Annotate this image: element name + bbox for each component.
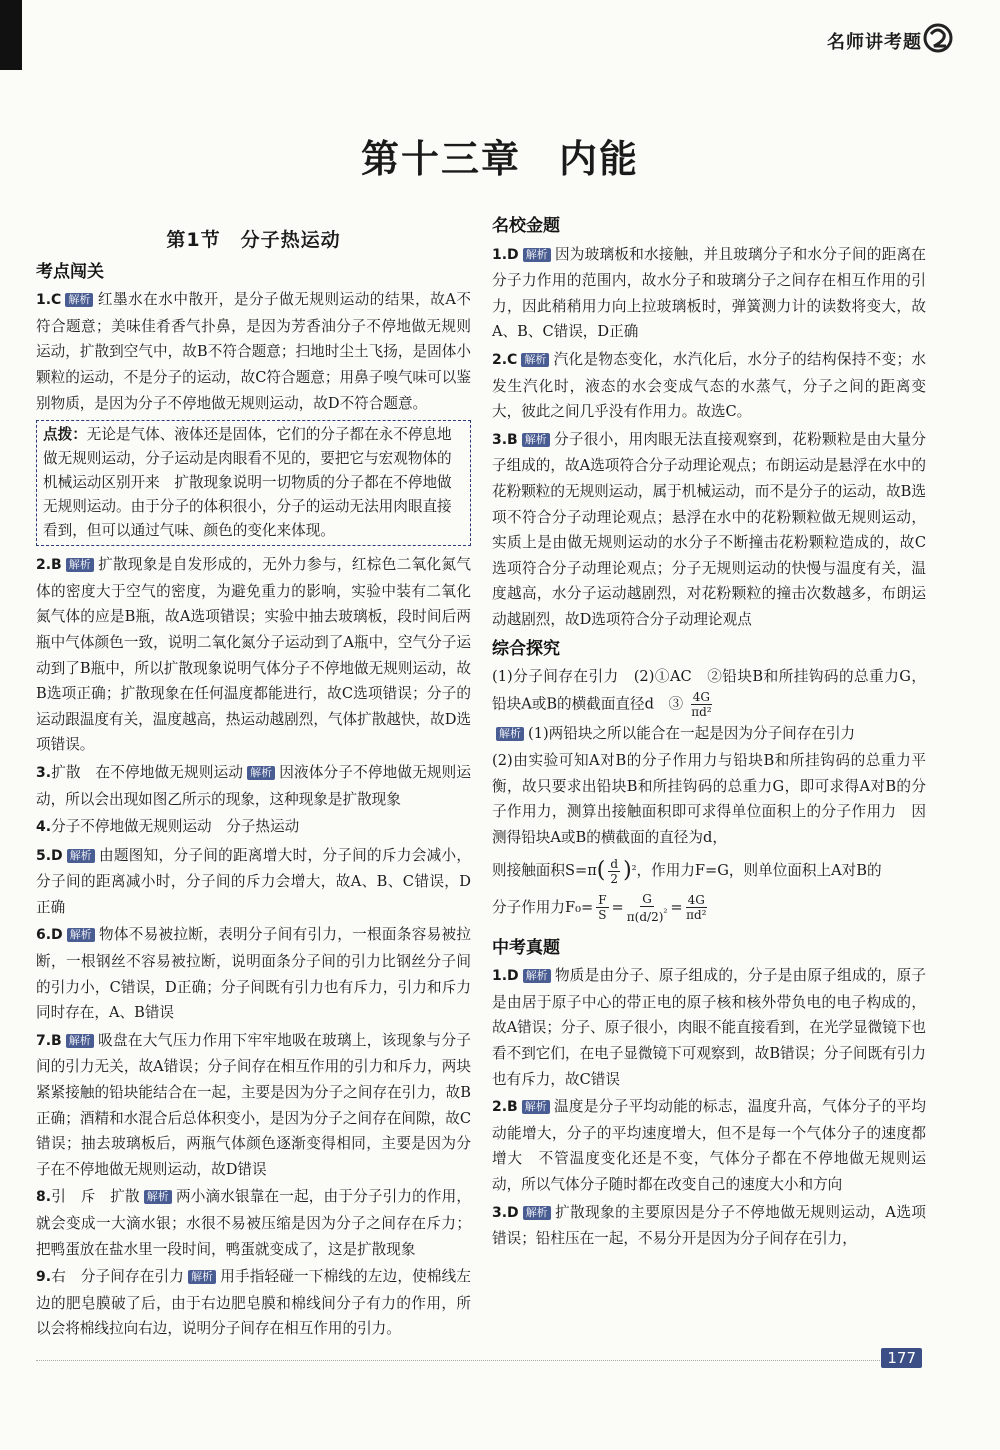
right-heading-explore: 综合探究 (492, 638, 560, 659)
frac-top: G (642, 891, 652, 906)
item-number: 3.B (492, 431, 518, 448)
analysis-tag: 解析 (67, 849, 95, 863)
item-text: 物质是由分子、原子组成的，分子是由原子组成的，原子是由居于原子中心的带正电的原子核和核外带负电的电子构成的，故A错误；分子、原子很小，肉眼不能直接看到，在光学显微镜下也看不到它们，在电子显微镜下可观察到，故B错误；分子间既有引力也有斥力，故C错误 (492, 967, 926, 1088)
frac-top: F (598, 893, 607, 908)
pi-symbol: π (587, 862, 597, 880)
left-column (36, 220, 471, 1344)
answer-item (36, 1184, 471, 1262)
force-formula (492, 892, 926, 924)
item-text: 分子很小，用肉眼无法直接观察到，花粉颗粒是由大量分子组成的，故A选项符合分子动理论观点；布朗运动是悬浮在水中的花粉颗粒的无规则运动，属于机械运动，而不是分子的运动，故B选项不符合分子动理论观点；悬浮在水中的花粉颗粒做无规则运动，实质上是由做无规则运动的水分子不断撞击花粉颗粒造成的，故C选项符合分子动理论观点；分子无规则运动的快慢与温度有关，温度越高，水分子运动越剧烈，对花粉颗粒的撞击次数越多，布朗运动越剧烈，故D选项符合分子动理论观点 (492, 430, 926, 628)
item-number: 5.D (36, 847, 63, 864)
tip-text: 无论是气体、液体还是固体，它们的分子都在永不停息地做无规则运动，分子运动是肉眼看不见的，要把它与宏观物体的机械运动区别开来 扩散现象说明一切物质的分子都在不停地做无规则运动。由于分子的体积很小，分子的运动无法用肉眼直接看到，但可以通过气味、颜色的变化来体现。 (43, 426, 452, 540)
item-number: 2.B (492, 1099, 518, 1116)
frac-bottom: 2 (610, 871, 619, 886)
page-number: 177 (881, 1348, 922, 1368)
tip-box (36, 420, 471, 546)
item-text: 两小滴水银靠在一起，由于分子引力的作用，就会变成一大滴水银；水很不易被压缩是因为分子之间存在斥力；把鸭蛋放在盐水里一段时间，鸭蛋就变成了，这是扩散现象 (36, 1188, 471, 1258)
item-number: 3. (36, 764, 52, 781)
series-logo-icon (922, 22, 954, 54)
analysis-tag: 解析 (144, 1190, 172, 1204)
item-number: 3.D (492, 1204, 519, 1221)
explore-answer (492, 664, 926, 719)
explore-line1: (1)分子间存在引力 (2)①AC ②铅块B和所挂钩码的总重力G，铅块A或B的横截面直径d ③ (492, 668, 926, 713)
frac-bottom: πd² (691, 704, 712, 719)
analysis-tag: 解析 (522, 1100, 550, 1114)
answer-item (36, 1264, 471, 1342)
d-over-2 (608, 857, 620, 886)
answer-item (36, 287, 471, 416)
page-edge-tab (0, 0, 22, 70)
analysis-tag: 解析 (65, 293, 93, 307)
answer-item (492, 963, 926, 1092)
square: ² (663, 907, 668, 919)
item-text: 因为玻璃板和水接触，并且玻璃分子和水分子间的距离在分子力作用的范围内，故水分子和玻璃分子之间存在相互作用的引力，因此稍稍用力向上拉玻璃板时，弹簧测力计的读数将变大，故A、B、C错误，D正确 (492, 245, 926, 341)
pi-symbol: π (626, 909, 635, 924)
item-text: 温度是分子平均动能的标志，温度升高，气体分子的平均动能增大，分子的平均速度增大，但不是每一个气体分子的速度都增大 不管温度变化还是不变，气体分子都在不停地做无规则运动，所以气体分子随时都在改变自己的速度大小和方向 (492, 1098, 926, 1193)
item-number: 9. (36, 1269, 52, 1286)
item-answer: 右 分子间存在引力 (51, 1268, 185, 1286)
answer-item (492, 1200, 926, 1252)
answer-item (36, 814, 471, 841)
frac-bottom: πd² (686, 908, 707, 923)
equals: = (611, 898, 624, 916)
analysis-tag: 解析 (188, 1270, 216, 1284)
explore-a1: (1)两铅块之所以能合在一起是因为分子间存在引力 (528, 724, 856, 742)
analysis-tag: 解析 (523, 248, 551, 262)
explore-a2: (2)由实验可知A对B的分子作用力与铅块B和所挂钩码的总重力平衡，故只要求出铅块B和所挂钩码的总重力G，即可求得A对B的分子作用力，测算出接触面积即可求得单位面积上的分子作用力 因测得铅块A或B的横截面的直径为d， (492, 752, 926, 847)
paren-close: ) (623, 858, 632, 884)
item-answer: 扩散 在不停地做无规则运动 (51, 763, 244, 781)
frac-bottom: $\pi(d/2)^{^2}$ (626, 907, 668, 924)
explore-analysis (492, 721, 926, 747)
item-number: 2.B (36, 557, 62, 574)
item-number: 4. (36, 819, 52, 836)
analysis-tag: 解析 (66, 1034, 94, 1048)
item-text: 因液体分子不停地做无规则运动，所以会出现如图乙所示的现象，这种现象是扩散现象 (36, 763, 471, 808)
equals: = (670, 898, 683, 916)
item-number: 2.C (492, 351, 518, 368)
item-text: 由题图知，分子间的距离增大时，分子间的斥力会减小，分子间的距离减小时，分子间的斥力会增大，故A、B、C错误，D正确 (36, 846, 471, 916)
chapter-number: 第十三章 (360, 137, 521, 181)
item-number: 1.D (492, 968, 519, 985)
item-answer: 分子不停地做无规则运动 分子热运动 (51, 818, 300, 836)
tip-label: 点拨： (43, 426, 87, 444)
item-text: 扩散现象的主要原因是分子不停地做无规则运动，A选项错误；铅柱压在一起，不易分开是因为分子间存在引力， (492, 1203, 926, 1248)
right-heading-exam: 中考真题 (492, 937, 560, 958)
chapter-name: 内能 (559, 137, 640, 181)
item-text: 汽化是物态变化，水汽化后，水分子的结构保持不变；水发生汽化时，液态的水会变成气态的水蒸气，分子之间的距离变大，彼此之间几乎没有作用力。故选C。 (492, 350, 926, 421)
frac-top: 4G (692, 689, 711, 704)
answer-item (36, 552, 471, 758)
answer-item (36, 760, 471, 812)
item-number: 1.D (492, 246, 519, 263)
explore-a2-block (492, 748, 926, 850)
frac-bottom: S (598, 908, 607, 923)
d-symbol: d (639, 909, 648, 924)
item-number: 8. (36, 1189, 52, 1206)
item-text: 吸盘在大气压力作用下牢牢地吸在玻璃上，该现象与分子间的引力无关，故A错误；分子间存在相互作用的引力和斥力，两块紧紧接触的铅块能结合在一起，主要是因为分子之间存在引力，故B正确；酒精和水混合后总体积变小，是因为分子之间存在间隙，故C错误；抽去玻璃板后，两瓶气体颜色逐渐变得相同，主要是因为分子在不停地做无规则运动，故D错误 (36, 1031, 471, 1178)
answer-item (36, 1028, 471, 1183)
answer-item (36, 843, 471, 921)
item-number: 1.C (36, 292, 62, 309)
frac-top: d (610, 856, 619, 871)
right-heading-elite: 名校金题 (492, 216, 560, 236)
analysis-tag: 解析 (496, 727, 524, 741)
section-title: 第1节 分子热运动 (166, 229, 341, 251)
answer-item (492, 427, 926, 633)
analysis-tag: 解析 (247, 766, 275, 780)
area-post: ，作用力F=G，则单位面积上A对B的 (636, 862, 882, 880)
item-text: 物体不易被拉断，表明分子间有引力，一根面条容易被拉断，一根钢丝不容易被拉断，说明面条分子间的引力比钢丝分子间的引力小，C错误，D正确；分子间既有引力也有斥力，引力和斥力同时存在，A、B错误 (36, 926, 471, 1022)
item-number: 7.B (36, 1032, 62, 1049)
analysis-tag: 解析 (67, 928, 95, 942)
item-answer: 引 斥 扩散 (51, 1188, 140, 1206)
analysis-tag: 解析 (523, 1206, 551, 1220)
frac-top: 4G (687, 893, 705, 908)
analysis-tag: 解析 (66, 558, 94, 572)
item-text: 红墨水在水中散开，是分子做无规则运动的结果，故A不符合题意；美味佳肴香气扑鼻，是因为芳香油分子不停地做无规则运动，扩散到空气中，故B不符合题意；扫地时尘土飞扬，是固体小颗粒的运动，不是分子的运动，故C符合题意；用鼻子嗅气味可以鉴别物质，是因为分子不停地做无规则运动，故D不符合题意。 (36, 291, 471, 412)
footer-divider (36, 1360, 890, 1361)
G-over-area (627, 892, 668, 924)
area-pre: 则接触面积S= (492, 862, 588, 880)
analysis-tag: 解析 (523, 969, 551, 983)
item-text: 扩散现象是自发形成的，无外力参与，红棕色二氧化氮气体的密度大于空气的密度，为避免重力的影响，实验中装有二氧化氮气体的应是B瓶，故A选项错误；实验中抽去玻璃板，段时间后两瓶中气体颜色一致，说明二氧化氮分子运动到了A瓶中，空气分子运动到了B瓶中，所以扩散现象说明气体分子不停地做无规则运动，故B选项正确；扩散现象在任何温度都能进行，故C选项错误；分子的运动跟温度有关，温度越高，热运动越剧烈，气体扩散越快，故D选项错误。 (36, 556, 471, 754)
fraction-4G-over-pid2 (686, 893, 707, 922)
item-number: 6.D (36, 927, 63, 944)
area-formula (492, 857, 926, 886)
right-column (492, 214, 926, 1254)
series-title: 名师讲考题 (827, 32, 922, 53)
square: ² (631, 863, 637, 878)
answer-item (36, 922, 471, 1025)
answer-item (492, 347, 926, 425)
item-text: 用手指轻碰一下棉线的左边，使棉线左边的肥皂膜破了后，由于右边肥皂膜和棉线间分子有力的作用，所以会将棉线拉向右边，说明分子间存在相互作用的引力。 (36, 1268, 471, 1338)
force-pre: 分子作用力F₀= (492, 898, 594, 916)
left-heading: 考点闯关 (36, 261, 104, 282)
answer-item (492, 242, 926, 345)
two: 2 (651, 909, 659, 924)
chapter-title (0, 128, 1000, 183)
analysis-tag: 解析 (522, 433, 550, 447)
fraction-4G-over-pid2 (691, 690, 712, 719)
paren-open: ( (596, 858, 606, 884)
answer-item (492, 1094, 926, 1197)
F-over-S (596, 893, 608, 922)
analysis-tag: 解析 (521, 353, 549, 367)
